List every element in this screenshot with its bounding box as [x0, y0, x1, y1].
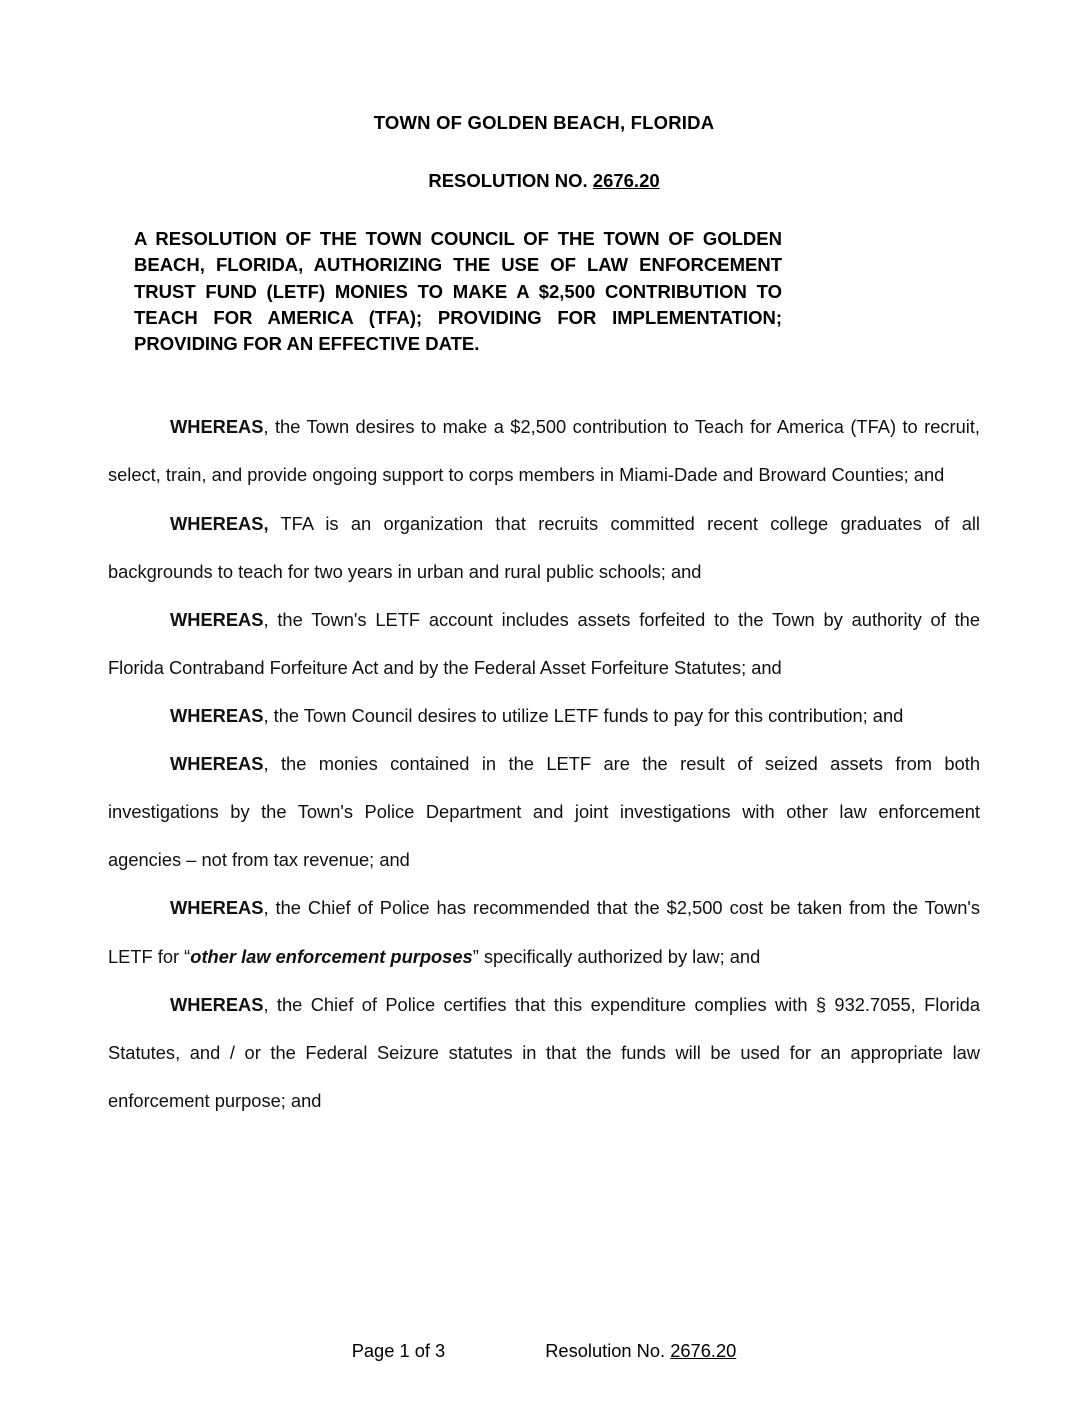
paragraph-whereas-6 [108, 884, 980, 980]
paragraph-whereas-4 [108, 692, 980, 740]
resolution-number: 2676.20 [592, 170, 660, 191]
paragraph-whereas-7 [108, 981, 980, 1125]
footer-resolution [545, 1340, 736, 1362]
paragraph-whereas-5 [108, 740, 980, 884]
resolution-title-block: A RESOLUTION OF THE TOWN COUNCIL OF THE TOWN OF GOLDEN BEACH, FLORIDA, AUTHORIZING THE USE OF LAW ENFORCEMENT TRUST FUND (LETF) MONIES TO MAKE A $2,500 CONTRIBUTION TO TEACH FOR AMERICA (TFA); PROVIDING FOR IMPLEMENTATION; PROVIDING FOR AN EFFECTIVE DATE. [134, 228, 782, 355]
document-header [108, 112, 980, 192]
paragraph-text: , the Town Council desires to utilize LETF funds to pay for this contribution; and [263, 704, 904, 726]
paragraph-text-after: ” specifically authorized by law; and [472, 945, 761, 967]
paragraph-lead: WHEREAS [170, 993, 264, 1015]
paragraph-lead: WHEREAS [170, 897, 264, 919]
paragraph-lead: WHEREAS, [170, 512, 269, 534]
paragraph-lead: WHEREAS [170, 753, 264, 775]
paragraph-emphasis: other law enforcement purposes [190, 945, 473, 967]
paragraph-whereas-1 [108, 403, 980, 499]
paragraph-text: , the Town's LETF account includes assets forfeited to the Town by authority of the Florida Contraband Forfeiture Act and by the Federal Asset Forfeiture Statutes; and [108, 608, 980, 678]
paragraph-lead: WHEREAS [170, 416, 264, 438]
page-number: Page 1 of 3 [351, 1340, 446, 1361]
footer-resolution-number: 2676.20 [670, 1340, 737, 1361]
paragraph-text-before: , the Chief of Police has recommended that the $2,500 cost be taken from the Town's LETF for “ [108, 897, 980, 967]
paragraph-whereas-2 [108, 500, 980, 596]
resolution-label: RESOLUTION NO. [428, 170, 593, 191]
paragraph-lead: WHEREAS [170, 704, 264, 726]
document-body [108, 403, 980, 1125]
paragraph-lead: WHEREAS [170, 608, 264, 630]
footer-resolution-label: Resolution No. [545, 1340, 671, 1361]
resolution-number-heading [108, 170, 980, 192]
page-footer [108, 1340, 980, 1362]
paragraph-whereas-3 [108, 596, 980, 692]
paragraph-text: , the monies contained in the LETF are the result of seized assets from both investigations by the Town's Police Department and joint investigations with other law enforcement agencies – not from tax revenue; and [108, 753, 980, 871]
paragraph-text: , the Chief of Police certifies that this expenditure complies with § 932.7055, Florida Statutes, and / or the Federal Seizure statutes in that the funds will be used for an appropriate law enforcement purpose; and [108, 993, 980, 1111]
paragraph-text: TFA is an organization that recruits committed recent college graduates of all backgrounds to teach for two years in urban and rural public schools; and [108, 512, 980, 582]
town-title: TOWN OF GOLDEN BEACH, FLORIDA [373, 112, 715, 133]
paragraph-text: , the Town desires to make a $2,500 contribution to Teach for America (TFA) to recruit, select, train, and provide ongoing support to corps members in Miami-Dade and Broward Counties; and [108, 416, 980, 486]
